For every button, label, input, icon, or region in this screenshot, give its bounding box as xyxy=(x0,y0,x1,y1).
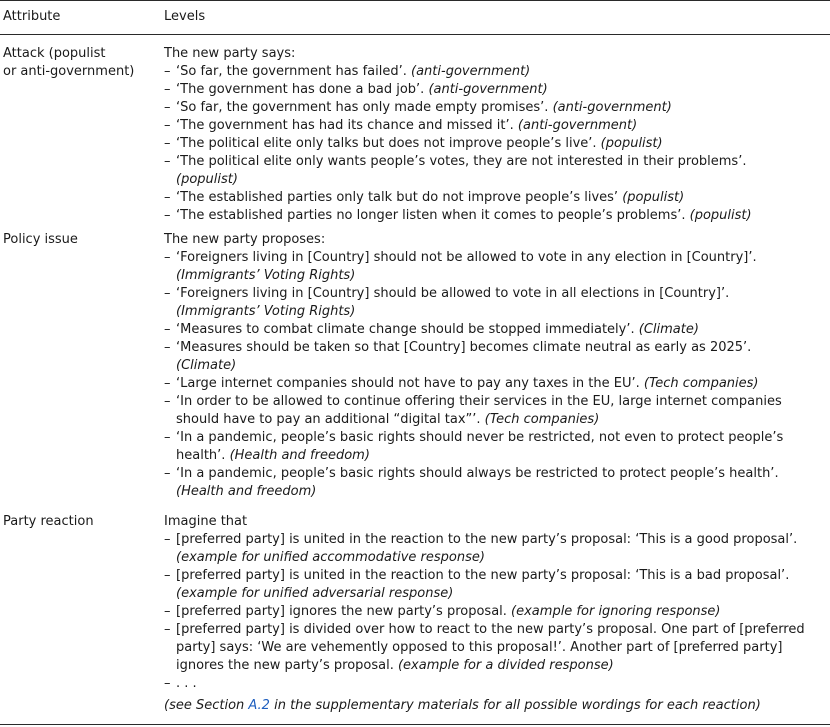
top-rule xyxy=(0,0,830,1)
item-note: (Climate) xyxy=(638,322,699,337)
item-note: (example for unified adversarial response) xyxy=(176,586,454,601)
list-item: – ‘The political elite only wants people’s votes, they are not interested in their problems’. (populist) xyxy=(164,154,747,187)
item-note: (populist) xyxy=(600,136,663,151)
item-text: [preferred party] is united in the reaction to the new party’s proposal: ‘This is a good proposal’. xyxy=(176,532,798,547)
item-text: ‘The established parties only talk but do not improve people’s lives’ xyxy=(176,190,619,205)
item-text: ‘The established parties no longer listen when it comes to people’s problems’. xyxy=(176,208,686,223)
levels-intro: The new party says: xyxy=(164,46,296,61)
item-text: ‘Measures to combat climate change should be stopped immediately’. xyxy=(176,322,635,337)
item-note: (Climate) xyxy=(176,358,237,373)
item-note: (Health and freedom) xyxy=(176,484,317,499)
list-item: – ‘The established parties no longer listen when it comes to people’s problems’. (populist) xyxy=(164,208,752,223)
item-text: ‘Measures should be taken so that [Country] becomes climate neutral as early as 2025’. xyxy=(176,340,752,355)
levels-party-reaction xyxy=(164,513,826,715)
item-text: . . . xyxy=(176,676,197,691)
item-text: ‘In order to be allowed to continue offering their services in the EU, large internet companies should have to pay an additional “digital tax”’. xyxy=(176,394,782,427)
levels-intro: The new party proposes: xyxy=(164,232,326,247)
levels-attack xyxy=(164,45,826,225)
item-note: (example for unified accommodative response) xyxy=(176,550,485,565)
list-item: – ‘Foreigners living in [Country] should not be allowed to vote in any election in [Country]’. (Immigrants’ Voting Rights) xyxy=(164,250,757,283)
list-item: – ‘Measures to combat climate change should be stopped immediately’. (Climate) xyxy=(164,322,699,337)
item-note: (Tech companies) xyxy=(643,376,759,391)
attribute-line: or anti-government) xyxy=(3,64,135,79)
item-note: (anti-government) xyxy=(517,118,638,133)
item-text: ‘The political elite only wants people’s votes, they are not interested in their problems’. xyxy=(176,154,747,169)
item-text: ‘In a pandemic, people’s basic rights should never be restricted, not even to protect people’s health’. xyxy=(176,430,784,463)
list-item: – ‘So far, the government has only made empty promises’. (anti-government) xyxy=(164,100,672,115)
item-text: [preferred party] ignores the new party’s proposal. xyxy=(176,604,507,619)
item-note: (populist) xyxy=(689,208,752,223)
list-item: – ‘Measures should be taken so that [Country] becomes climate neutral as early as 2025’. (Climate) xyxy=(164,340,752,373)
footnote-after: in the supplementary materials for all possible wordings for each reaction) xyxy=(269,698,761,713)
list-item: – ‘Large internet companies should not have to pay any taxes in the EU’. (Tech companies) xyxy=(164,376,759,391)
levels-policy-issue xyxy=(164,231,826,501)
item-note: (Health and freedom) xyxy=(229,448,370,463)
list-item: – . . . xyxy=(164,676,197,691)
list-item: – ‘The established parties only talk but do not improve people’s lives’ (populist) xyxy=(164,190,685,205)
item-text: ‘So far, the government has failed’. xyxy=(176,64,407,79)
list-item: – ‘In a pandemic, people’s basic rights should never be restricted, not even to protect people’s health’. (Health and freedom) xyxy=(164,430,784,463)
item-text: ‘In a pandemic, people’s basic rights should always be restricted to protect people’s health’. xyxy=(176,466,779,481)
attribute-attack xyxy=(3,45,134,81)
item-text: ‘So far, the government has only made empty promises’. xyxy=(176,100,549,115)
item-note: (populist) xyxy=(622,190,685,205)
list-item: – ‘Foreigners living in [Country] should be allowed to vote in all elections in [Country]’. (Immigrants’ Voting Rights) xyxy=(164,286,730,319)
item-text: ‘The political elite only talks but does not improve people’s live’. xyxy=(176,136,597,151)
item-note: (example for a divided response) xyxy=(397,658,614,673)
list-item: – ‘In order to be allowed to continue offering their services in the EU, large internet companies should have to pay an additional “digital tax”’. (Tech companies) xyxy=(164,394,782,427)
header-levels: Levels xyxy=(164,9,206,24)
item-note: (anti-government) xyxy=(428,82,548,97)
section-link[interactable]: A.2 xyxy=(248,698,270,713)
bottom-rule xyxy=(0,724,830,725)
list-item: – ‘The government has had its chance and missed it’. (anti-government) xyxy=(164,118,638,133)
header-attribute: Attribute xyxy=(3,9,61,24)
item-note: (Immigrants’ Voting Rights) xyxy=(176,268,356,283)
footnote xyxy=(164,697,826,715)
list-item: – [preferred party] is united in the reaction to the new party’s proposal: ‘This is a good proposal’. (example for unified accommodative response) xyxy=(164,532,798,565)
item-note: (Tech companies) xyxy=(484,412,600,427)
item-text: ‘The government has done a bad job’. xyxy=(176,82,425,97)
footnote-before: (see Section xyxy=(164,698,249,713)
list-item: – [preferred party] ignores the new party’s proposal. (example for ignoring response) xyxy=(164,604,721,619)
list-item: – ‘In a pandemic, people’s basic rights should always be restricted to protect people’s health’. (Health and freedom) xyxy=(164,466,779,499)
item-text: [preferred party] is united in the reaction to the new party’s proposal: ‘This is a bad proposal’. xyxy=(176,568,790,583)
item-text: ‘Foreigners living in [Country] should be allowed to vote in all elections in [Country]’. xyxy=(176,286,730,301)
item-text: ‘The government has had its chance and missed it’. xyxy=(176,118,514,133)
item-note: (example for ignoring response) xyxy=(511,604,721,619)
attribute-line: Party reaction xyxy=(3,514,94,529)
item-note: (anti-government) xyxy=(411,64,531,79)
levels-intro: Imagine that xyxy=(164,514,248,529)
attribute-line: Attack (populist xyxy=(3,46,106,61)
list-item: – ‘So far, the government has failed’. (anti-government) xyxy=(164,64,531,79)
item-note: (Immigrants’ Voting Rights) xyxy=(176,304,356,319)
item-note: (populist) xyxy=(176,172,238,187)
attribute-line: Policy issue xyxy=(3,232,78,247)
item-note: (anti-government) xyxy=(552,100,672,115)
list-item: – [preferred party] is divided over how to react to the new party’s proposal. One part of [preferred party] says: ‘We are vehemently opposed to this proposal!’. Another part of [preferred party] ignores the new party’s proposal. (example for a divided response) xyxy=(164,622,805,673)
list-item: – ‘The political elite only talks but does not improve people’s live’. (populist) xyxy=(164,136,663,151)
header-rule xyxy=(0,34,830,35)
attribute-party-reaction xyxy=(3,513,94,531)
list-item: – [preferred party] is united in the reaction to the new party’s proposal: ‘This is a bad proposal’. (example for unified adversarial response) xyxy=(164,568,790,601)
item-text: ‘Large internet companies should not have to pay any taxes in the EU’. xyxy=(176,376,640,391)
item-text: ‘Foreigners living in [Country] should not be allowed to vote in any election in [Country]’. xyxy=(176,250,757,265)
attribute-policy-issue xyxy=(3,231,78,249)
item-text: [preferred party] is divided over how to react to the new party’s proposal. One part of [preferred party] says: ‘We are vehemently opposed to this proposal!’. Another part of [preferred party] ignores the new party’s proposal. xyxy=(176,622,805,673)
list-item: – ‘The government has done a bad job’. (anti-government) xyxy=(164,82,548,97)
